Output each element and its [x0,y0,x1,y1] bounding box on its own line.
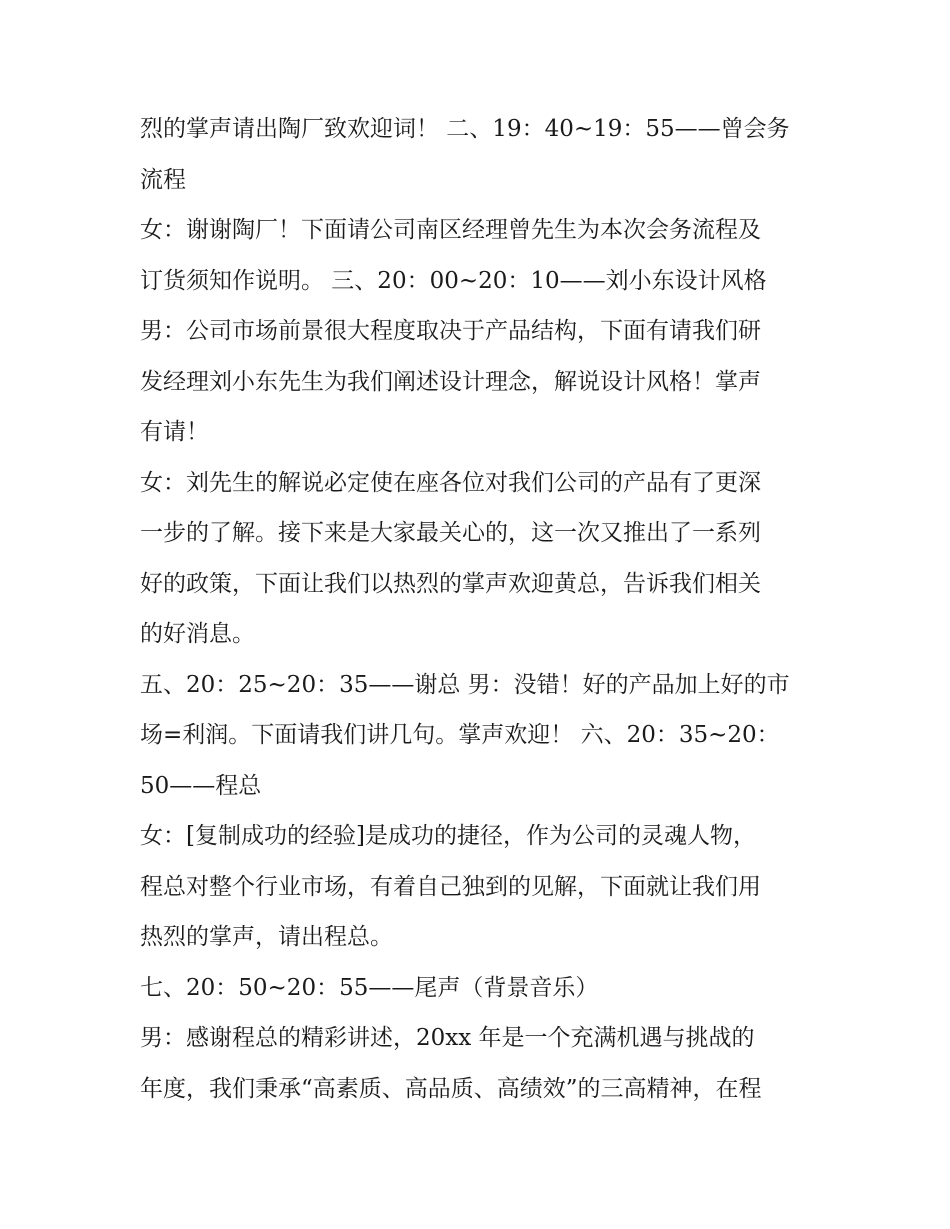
text-line: 订货须知作说明。 三、20：00~20：10——刘小东设计风格 [140,267,767,294]
text-line: 女：[复制成功的经验]是成功的捷径，作为公司的灵魂人物， [140,823,756,849]
text-line: 年度，我们秉承“高素质、高品质、高绩效”的三高精神，在程 [140,1075,762,1102]
text-line: 50——程总 [140,772,262,799]
text-line: 五、20：25~20：35——谢总 男：没错！好的产品加上好的市 [140,671,790,698]
text-line: 好的政策，下面让我们以热烈的掌声欢迎黄总，告诉我们相关 [140,570,761,597]
text-line: 程总对整个行业市场，有着自己独到的见解，下面就让我们用 [140,873,761,900]
text-line: 烈的掌声请出陶厂致欢迎词！ 二、19：40~19：55——曾会务 [140,116,790,142]
text-line: 一步的了解。接下来是大家最关心的，这一次又推出了一系列 [140,520,761,546]
text-line: 热烈的掌声，请出程总。 [140,924,393,950]
text-line: 的好消息。 [140,621,255,647]
text-line: 男：公司市场前景很大程度取决于产品结构，下面有请我们研 [140,318,761,344]
text-line: 发经理刘小东先生为我们阐述设计理念，解说设计风格！掌声 [140,368,761,395]
text-line: 女：刘先生的解说必定使在座各位对我们公司的产品有了更深 [140,469,761,496]
text-line: 七、20：50~20：55——尾声（背景音乐） [140,974,599,1001]
text-line: 女：谢谢陶厂！下面请公司南区经理曾先生为本次会务流程及 [140,217,761,243]
text-line: 流程 [140,166,186,193]
text-line: 场=利润。下面请我们讲几句。掌声欢迎！ 六、20：35~20： [140,722,780,748]
document-body [140,104,820,1114]
text-line: 男：感谢程总的精彩讲述，20xx 年是一个充满机遇与挑战的 [140,1025,755,1051]
text-line: 有请！ [140,419,209,445]
